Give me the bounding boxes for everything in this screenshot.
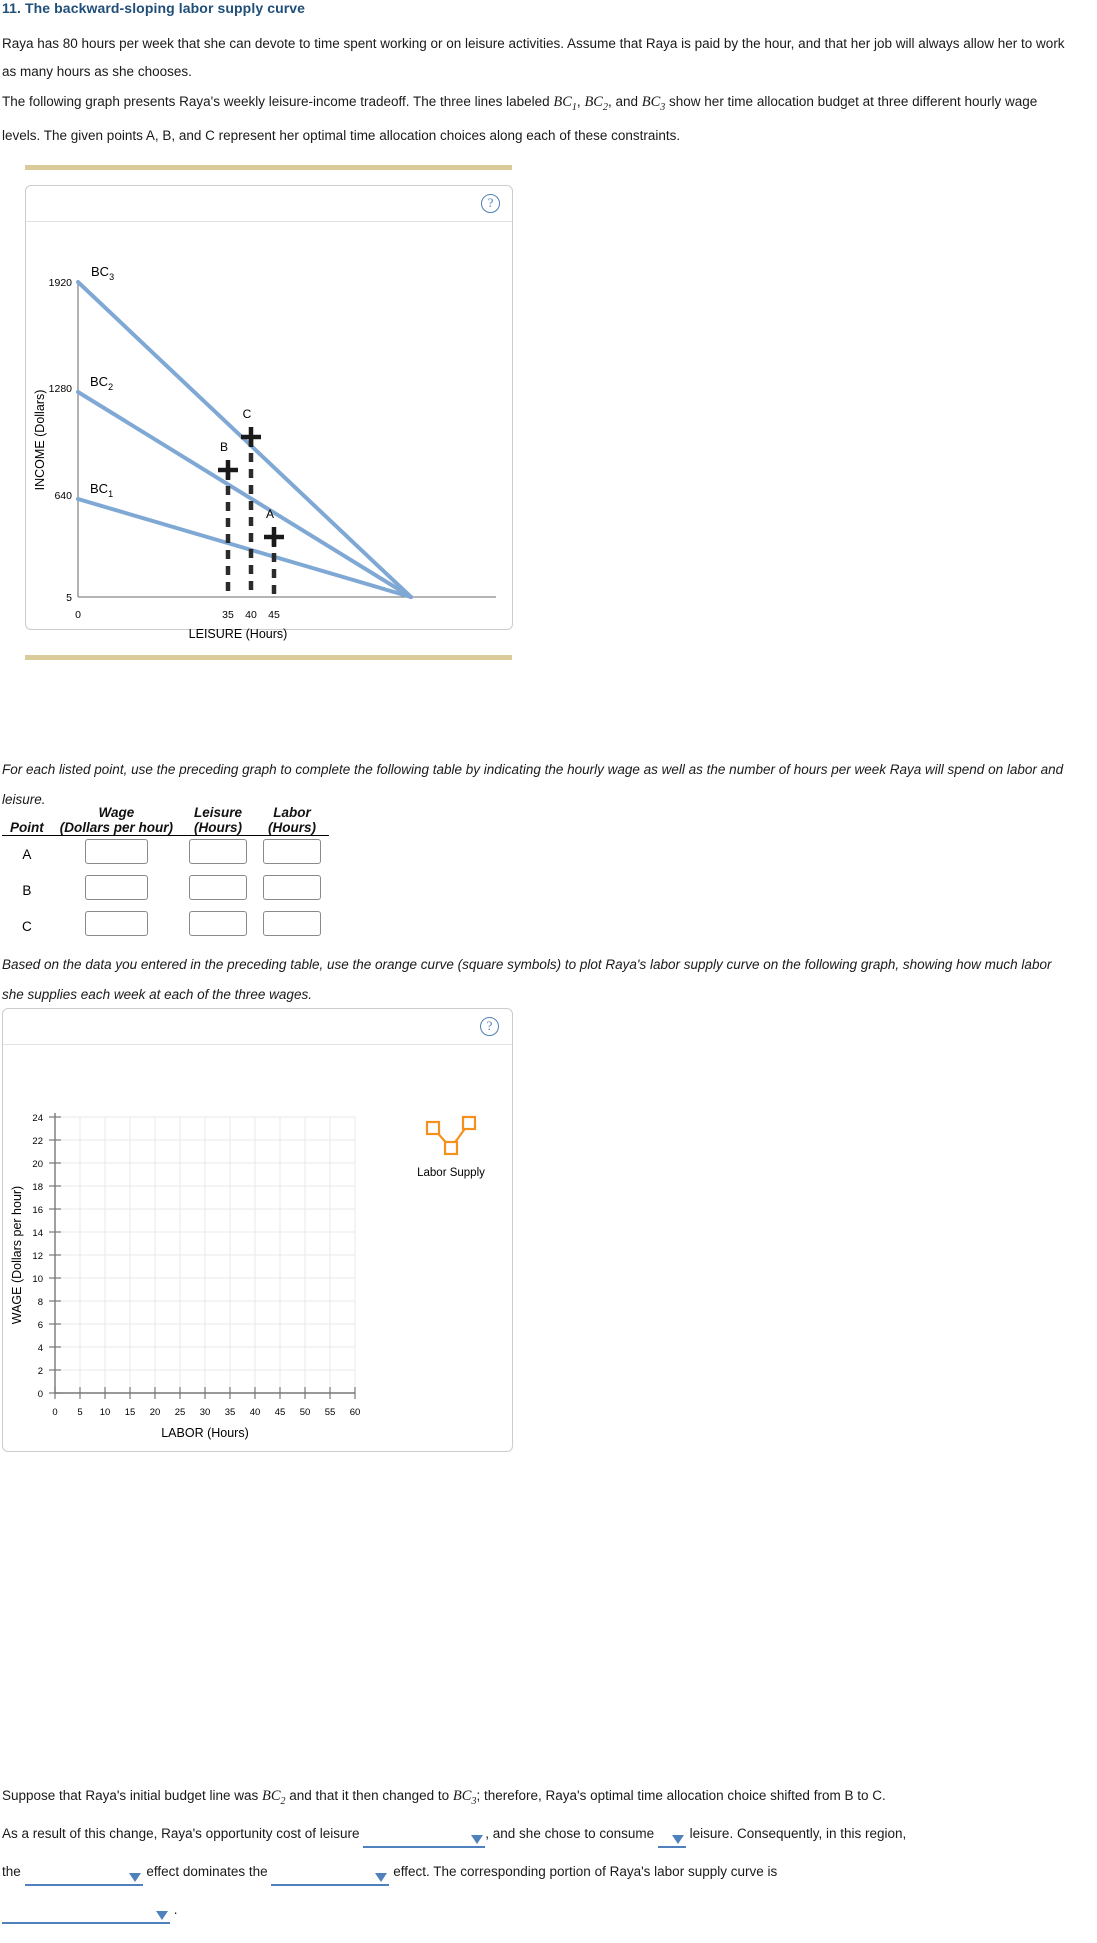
g2-xtick-5: 5 — [77, 1407, 83, 1418]
g2-ytick-12: 12 — [32, 1251, 43, 1262]
graph-1-panel — [25, 185, 513, 641]
cell-wage-a — [52, 836, 181, 873]
g2-xtick-30: 30 — [199, 1407, 211, 1418]
bc1-graph-label: $BC_1$ — [90, 481, 114, 499]
dropdown-opportunity-cost[interactable] — [363, 1829, 485, 1848]
th-leisure: Leisure — [194, 805, 243, 820]
bc3-label: BC — [452, 1788, 472, 1804]
g2-xtick-35: 35 — [224, 1407, 236, 1418]
g2-ytick-6: 6 — [37, 1320, 43, 1331]
g2-xtick-55: 55 — [324, 1407, 336, 1418]
cell-leisure-b — [181, 872, 255, 908]
th-labor: Labor — [273, 805, 311, 820]
g2-ytick-10: 10 — [32, 1274, 43, 1285]
g2-xtick-15: 15 — [124, 1407, 136, 1418]
point-label-c: C — [242, 407, 252, 421]
dropdown-consume-leisure[interactable] — [658, 1829, 686, 1848]
bc3-inline-conclusion — [452, 1788, 477, 1807]
concl3-seg-c: effect. The corresponding portion of Raya's labor supply curve is — [393, 1864, 778, 1879]
g2-ytick-16: 16 — [32, 1205, 43, 1216]
dropdown-curve-portion[interactable] — [2, 1905, 170, 1924]
g2-ytick-14: 14 — [32, 1228, 43, 1239]
concl3-seg-a: the — [2, 1864, 21, 1879]
g1-xtick-0: 0 — [75, 609, 81, 621]
grid-lines — [55, 1117, 355, 1393]
intro-p2-seg-d: show her time allocation budget at three different hourly wage levels. The given points A, B, and C represent her optimal time allocation choices along each of these constraints. — [2, 94, 1038, 143]
table-header-top — [2, 805, 329, 820]
table-row — [2, 908, 329, 944]
graph-1-toolbar — [26, 186, 512, 222]
concl-seg-c: ; therefore, Raya's optimal time allocation choice shifted from B to C. — [476, 1788, 886, 1803]
bc1-inline — [553, 94, 577, 113]
row-point-c: C — [22, 918, 32, 934]
g2-ytick-22: 22 — [32, 1136, 43, 1147]
bc2-line — [78, 392, 411, 597]
legend-square-icon — [463, 1117, 475, 1129]
g2-ytick-2: 2 — [37, 1366, 43, 1377]
g2-xtick-10: 10 — [99, 1407, 111, 1418]
cell-wage-c — [52, 908, 181, 944]
bc3-inline — [641, 94, 666, 113]
g1-y-axis-label: INCOME (Dollars) — [33, 389, 47, 491]
intro-paragraph-2 — [2, 88, 1072, 150]
bc3-label: BC — [641, 94, 661, 110]
point-marker-c — [241, 427, 261, 447]
conclusion-line-2 — [2, 1820, 1072, 1848]
chevron-down-icon — [471, 1835, 483, 1844]
bc2-label: BC — [584, 94, 603, 110]
g2-xtick-45: 45 — [274, 1407, 286, 1418]
input-labor-b[interactable] — [263, 875, 321, 900]
chevron-down-icon — [672, 1835, 684, 1844]
th-point: Point — [2, 820, 52, 836]
legend-square-icon — [445, 1142, 457, 1154]
g2-xtick-40: 40 — [249, 1407, 261, 1418]
concl2-seg-c: leisure. Consequently, in this region, — [689, 1826, 907, 1841]
input-leisure-c[interactable] — [189, 911, 247, 936]
concl-seg-b: and that it then changed to — [285, 1788, 453, 1803]
g2-y-axis-label: WAGE (Dollars per hour) — [10, 1185, 24, 1325]
intro-paragraph-1: Raya has 80 hours per week that she can devote to time spent working or on leisure activities. Assume that Raya is paid by the hour, and that her job will always allow her to work as many hours as she chooses. — [2, 36, 1065, 79]
graph-1-plot — [26, 222, 514, 641]
intro-p2-seg-a: The following graph presents Raya's weekly leisure-income tradeoff. The three lines labeled — [2, 94, 554, 109]
g1-ytick-1920: 1920 — [48, 277, 72, 289]
g2-ytick-8: 8 — [37, 1297, 43, 1308]
point-marker-b — [218, 460, 238, 480]
g2-ytick-0: 0 — [37, 1389, 43, 1400]
g2-ytick-4: 4 — [37, 1343, 43, 1354]
row-point-a: A — [22, 846, 32, 862]
graph-2-intro-text: Based on the data you entered in the preceding table, use the orange curve (square symbols) to plot Raya's labor supply curve on the following graph, showing how much labor she supplies each week at each of the three wages. — [2, 957, 1052, 1002]
graph-2-panel — [2, 1008, 513, 1452]
data-entry-table — [2, 805, 329, 944]
legend-square-icon — [427, 1122, 439, 1134]
g1-ytick-1280: 1280 — [48, 383, 72, 395]
g1-xtick-40: 40 — [245, 609, 257, 621]
cell-labor-b — [255, 872, 329, 908]
help-icon[interactable]: ? — [481, 194, 500, 213]
bc2-inline-conclusion — [262, 1788, 286, 1807]
input-wage-b[interactable] — [85, 875, 148, 900]
th-leisure-unit: (Hours) — [181, 820, 255, 836]
g2-x-axis-label: LABOR (Hours) — [161, 1426, 249, 1440]
chevron-down-icon — [129, 1873, 141, 1882]
page-title: 11. The backward-sloping labor supply curve — [2, 0, 306, 16]
legend-label: Labor Supply — [417, 1167, 485, 1179]
th-wage: Wage — [98, 805, 135, 820]
bc2-subscript: 2 — [280, 1795, 286, 1807]
g1-ytick-5: 5 — [66, 592, 72, 604]
g1-x-axis-label: LEISURE (Hours) — [188, 627, 288, 641]
th-blank — [2, 805, 52, 820]
dropdown-dominant-effect[interactable] — [25, 1867, 143, 1886]
input-wage-c[interactable] — [85, 911, 148, 936]
row-point-b: B — [22, 882, 32, 898]
input-wage-a[interactable] — [85, 839, 148, 864]
g1-xtick-45: 45 — [268, 609, 280, 621]
dropdown-other-effect[interactable] — [271, 1867, 389, 1886]
bc1-label: BC — [553, 94, 572, 110]
g2-xtick-50: 50 — [299, 1407, 311, 1418]
input-leisure-b[interactable] — [189, 875, 247, 900]
cell-leisure-a — [181, 836, 255, 873]
input-labor-c[interactable] — [263, 911, 321, 936]
divider-bottom — [25, 655, 512, 660]
legend-labor-supply[interactable] — [417, 1117, 485, 1179]
table-intro-text: For each listed point, use the preceding graph to complete the following table by indicating the hourly wage as well as the number of hours per week Raya will spend on labor and leisure. — [2, 762, 1064, 807]
table-header-bottom — [2, 820, 329, 836]
input-labor-a[interactable] — [263, 839, 321, 864]
cell-labor-a — [255, 836, 329, 873]
wage-leisure-labor-table — [2, 805, 329, 944]
concl2-seg-a: As a result of this change, Raya's opportunity cost of leisure — [2, 1826, 360, 1841]
g2-ytick-20: 20 — [32, 1159, 43, 1170]
bc2-graph-label: $BC_2$ — [90, 374, 114, 392]
chevron-down-icon — [375, 1873, 387, 1882]
g2-ytick-18: 18 — [32, 1182, 43, 1193]
point-label-a: A — [265, 507, 275, 521]
graph-2-toolbar — [3, 1009, 512, 1045]
point-label-b: B — [219, 440, 229, 454]
g1-ytick-640: 640 — [54, 490, 72, 502]
bc2-inline — [584, 94, 608, 113]
concl4-period: . — [173, 1902, 178, 1917]
table-row — [2, 836, 329, 873]
bc3-subscript: 3 — [660, 101, 666, 113]
chevron-down-icon — [156, 1911, 168, 1920]
table-row — [2, 872, 329, 908]
concl3-seg-b: effect dominates the — [146, 1864, 268, 1879]
conclusion-line-1 — [2, 1782, 1072, 1816]
g2-xtick-0: 0 — [52, 1407, 58, 1418]
g2-ytick-24: 24 — [32, 1113, 43, 1124]
bc3-graph-label: $BC_3$ — [91, 264, 115, 282]
th-labor-unit: (Hours) — [255, 820, 329, 836]
point-marker-a — [264, 527, 284, 547]
help-icon[interactable]: ? — [480, 1017, 499, 1036]
th-wage-unit: (Dollars per hour) — [52, 820, 181, 836]
conclusion-line-3 — [2, 1858, 1072, 1886]
g2-xtick-25: 25 — [174, 1407, 186, 1418]
g1-xtick-35: 35 — [222, 609, 234, 621]
intro-p2-seg-b: , — [576, 94, 585, 109]
cell-leisure-c — [181, 908, 255, 944]
input-leisure-a[interactable] — [189, 839, 247, 864]
bc2-label: BC — [262, 1788, 281, 1804]
bc1-subscript: 1 — [571, 101, 577, 113]
divider-top — [25, 165, 512, 170]
bc3-subscript: 3 — [471, 1795, 477, 1807]
cell-labor-c — [255, 908, 329, 944]
g2-xtick-20: 20 — [149, 1407, 161, 1418]
cell-wage-b — [52, 872, 181, 908]
conclusion-line-4 — [2, 1896, 1072, 1924]
graph-2-plot — [3, 1045, 514, 1453]
concl-seg-a: Suppose that Raya's initial budget line was — [2, 1788, 262, 1803]
intro-p2-seg-c: , and — [607, 94, 642, 109]
g2-xtick-60: 60 — [349, 1407, 361, 1418]
concl2-seg-b: , and she chose to consume — [485, 1826, 655, 1841]
bc2-subscript: 2 — [602, 101, 608, 113]
